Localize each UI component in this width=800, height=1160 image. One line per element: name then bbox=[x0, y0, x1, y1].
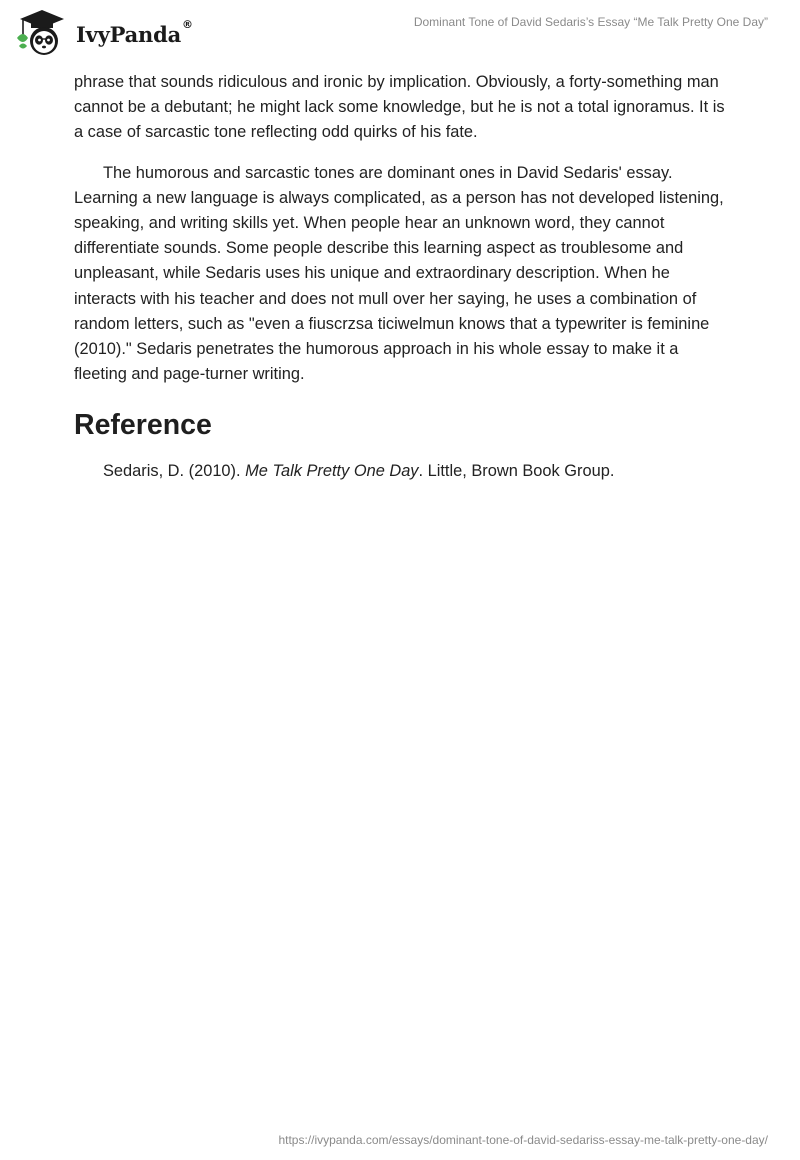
logo-name: IvyPanda bbox=[76, 21, 182, 47]
source-url[interactable]: https://ivypanda.com/essays/dominant-tone-of-david-sedariss-essay-me-talk-pretty-one-day/ bbox=[278, 1133, 768, 1147]
essay-content bbox=[74, 70, 734, 485]
panda-graduate-icon bbox=[14, 8, 70, 58]
reference-book-title: Me Talk Pretty One Day bbox=[245, 462, 419, 481]
references-heading: Reference bbox=[74, 409, 212, 442]
reference-author-year: Sedaris, D. (2010). bbox=[103, 462, 246, 481]
paragraph-continuation: phrase that sounds ridiculous and ironic by implication. Obviously, a forty-something man cannot be a debutant; he might lack some knowledge, but he is not a total ignoramus. It is a case of sarcastic tone reflecting odd quirks of his fate. bbox=[74, 73, 725, 142]
logo-wordmark bbox=[76, 17, 193, 47]
reference-entry bbox=[74, 459, 734, 484]
ivypanda-logo[interactable] bbox=[14, 8, 193, 58]
document-title: Dominant Tone of David Sedaris’s Essay “Me Talk Pretty One Day” bbox=[413, 15, 768, 29]
reference-publisher: . Little, Brown Book Group. bbox=[418, 462, 615, 481]
paragraph-conclusion: The humorous and sarcastic tones are dominant ones in David Sedaris' essay. Learning a new language is always complicated, as a person has not developed listening, speaking, and writing skills yet. When people hear an unknown word, they cannot differentiate sounds. Some people describe this learning aspect as troublesome and unpleasant, while Sedaris uses his unique and extraordinary description. When he interacts with his teacher and does not mull over her saying, he uses a combination of random letters, such as "even a fiuscrzsa ticiwelmun knows that a typewriter is feminine (2010)." Sedaris penetrates the humorous approach in his whole essay to make it a fleeting and page-turner writing. bbox=[74, 163, 724, 384]
registered-mark: ® bbox=[182, 17, 193, 31]
page-header bbox=[0, 0, 800, 62]
